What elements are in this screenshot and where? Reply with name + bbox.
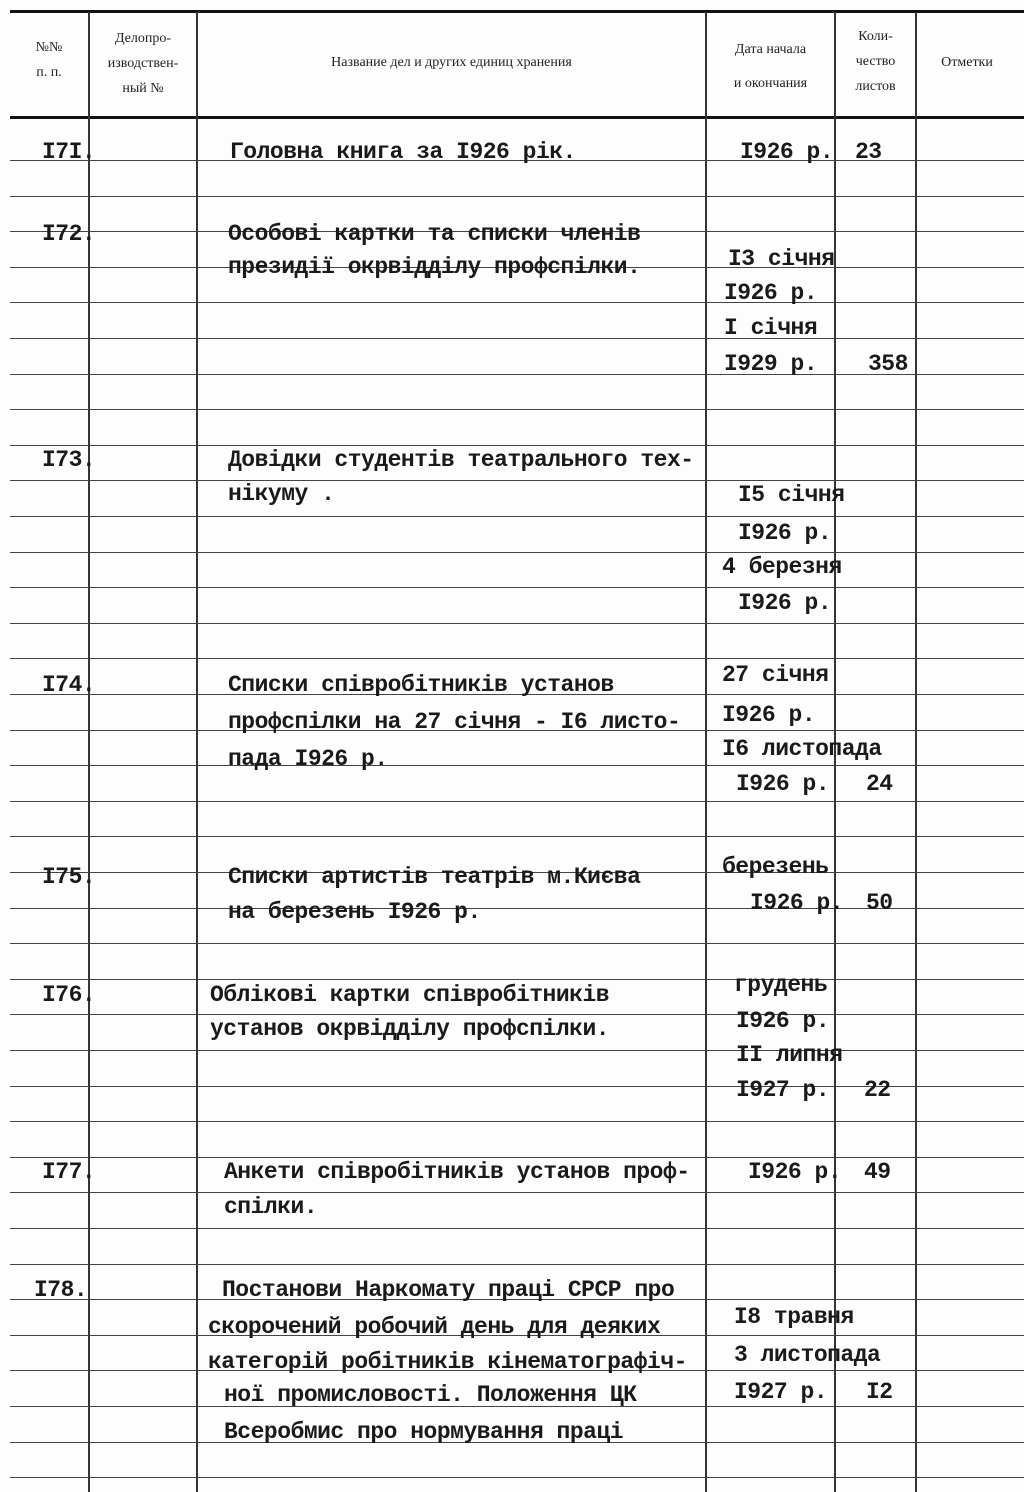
ruled-line (10, 338, 1024, 339)
entry-date: I926 р. (738, 520, 832, 546)
entry-date: I926 р. (724, 280, 818, 306)
ruled-line (10, 979, 1024, 980)
header-text: ный № (122, 81, 164, 96)
header-title: Название дел и других единиц хранения (331, 55, 572, 70)
entry-title-line: установ окрвідділу профспілки. (210, 1016, 610, 1042)
entry-sheet-count: I2 (866, 1379, 893, 1405)
column-divider (705, 12, 707, 1492)
entry-number: I73. (42, 447, 96, 473)
ruled-line (10, 302, 1024, 303)
entry-date: 4 березня (722, 554, 842, 580)
entry-sheet-count: 23 (855, 139, 882, 165)
entry-date: I926 р. (750, 890, 844, 916)
entry-date: I926 р. (748, 1159, 842, 1185)
ruled-line (10, 1192, 1024, 1193)
entry-title-line: Облікові картки співробітників (210, 982, 610, 1008)
ruled-line (10, 658, 1024, 659)
ruled-line (10, 1477, 1024, 1478)
entry-title-line: Головна книга за I926 рік. (230, 139, 576, 165)
header-top-rule (10, 10, 1024, 13)
entry-number: I76. (42, 982, 96, 1008)
entry-number: I74. (42, 672, 96, 698)
header-text: чество (855, 54, 896, 69)
column-divider (196, 12, 198, 1492)
ruled-line (10, 480, 1024, 481)
entry-sheet-count: 50 (866, 890, 893, 916)
header-text: Коли- (858, 29, 893, 44)
entry-title-line: на березень I926 р. (228, 899, 481, 925)
entry-title-line: спілки. (224, 1194, 318, 1220)
entry-date: I927 р. (736, 1077, 830, 1103)
header-text: п. п. (36, 65, 62, 80)
entry-number: I77. (42, 1159, 96, 1185)
entry-title-line: Всеробмис про нормування праці (224, 1419, 624, 1445)
entry-title-line: Списки артистів театрів м.Києва (228, 864, 641, 890)
entry-sheet-count: 358 (868, 351, 908, 377)
header-text: изводствен- (107, 56, 179, 71)
entry-title-line: Довідки студентів театрального тех- (228, 447, 694, 473)
header-bottom-rule (10, 116, 1024, 119)
ruled-line (10, 623, 1024, 624)
ruled-line (10, 409, 1024, 410)
entry-date: 3 листопада (734, 1342, 881, 1368)
ruled-line (10, 836, 1024, 837)
entry-title-line: профспілки на 27 січня - I6 листо- (228, 709, 681, 735)
entry-date: 27 січня (722, 662, 829, 688)
entry-title-line: нікуму . (228, 481, 335, 507)
ruled-line (10, 552, 1024, 553)
ruled-line (10, 1228, 1024, 1229)
header-text: №№ (35, 40, 63, 55)
header-text: Дата начала (734, 42, 807, 57)
entry-number: I72. (42, 221, 96, 247)
entry-sheet-count: 22 (864, 1077, 891, 1103)
entry-date: II липня (736, 1042, 843, 1068)
header-number (10, 35, 88, 85)
entry-date: I5 січня (738, 482, 845, 508)
ruled-line (10, 587, 1024, 588)
ruled-line (10, 1121, 1024, 1122)
ruled-line (10, 801, 1024, 802)
entry-title-line: президії окрвідділу профспілки. (228, 254, 641, 280)
entry-date: I927 р. (734, 1379, 828, 1405)
ruled-line (10, 196, 1024, 197)
entry-number: I7I. (42, 139, 96, 165)
column-divider (915, 12, 917, 1492)
header-office-number (90, 26, 196, 101)
entry-title-line: категорій робітників кінематографіч- (208, 1349, 687, 1375)
entry-date: I929 р. (724, 351, 818, 377)
ruled-line (10, 1050, 1024, 1051)
header-text: листов (855, 79, 896, 94)
entry-sheet-count: 24 (866, 771, 893, 797)
entry-date: I926 р. (736, 771, 830, 797)
entry-number: I75. (42, 864, 96, 890)
entry-title-line: Постанови Наркомату праці СРСР про (222, 1277, 675, 1303)
entry-date: грудень (734, 972, 828, 998)
entry-title-line: пада I926 р. (228, 746, 388, 772)
entry-date: I926 р. (722, 702, 816, 728)
entry-date: I3 січня (728, 246, 835, 272)
entry-title-line: ної промисловості. Положення ЦК (224, 1382, 637, 1408)
header-notes: Отметки (941, 55, 993, 70)
entry-number: I78. (34, 1277, 88, 1303)
entry-date: березень (722, 854, 829, 880)
entry-sheet-count: 49 (864, 1159, 891, 1185)
entry-title-line: скорочений робочий день для деяких (208, 1314, 661, 1340)
entry-title-line: Анкети співробітників установ проф- (224, 1159, 690, 1185)
entry-date: I січня (724, 315, 818, 341)
header-text: и окончания (733, 76, 808, 91)
entry-date: I6 листопада (722, 736, 882, 762)
ruled-line (10, 765, 1024, 766)
header-dates (707, 33, 834, 101)
entry-date: I926 р. (740, 139, 834, 165)
entry-title-line: Особові картки та списки членів (228, 221, 641, 247)
ruled-line (10, 516, 1024, 517)
entry-title-line: Списки співробітників установ (228, 672, 614, 698)
header-text: Делопро- (114, 31, 172, 46)
ruled-line (10, 1264, 1024, 1265)
entry-date: I8 травня (734, 1304, 854, 1330)
entry-date: I926 р. (738, 590, 832, 616)
ruled-line (10, 943, 1024, 944)
entry-date: I926 р. (736, 1008, 830, 1034)
header-sheet-count (836, 24, 915, 99)
